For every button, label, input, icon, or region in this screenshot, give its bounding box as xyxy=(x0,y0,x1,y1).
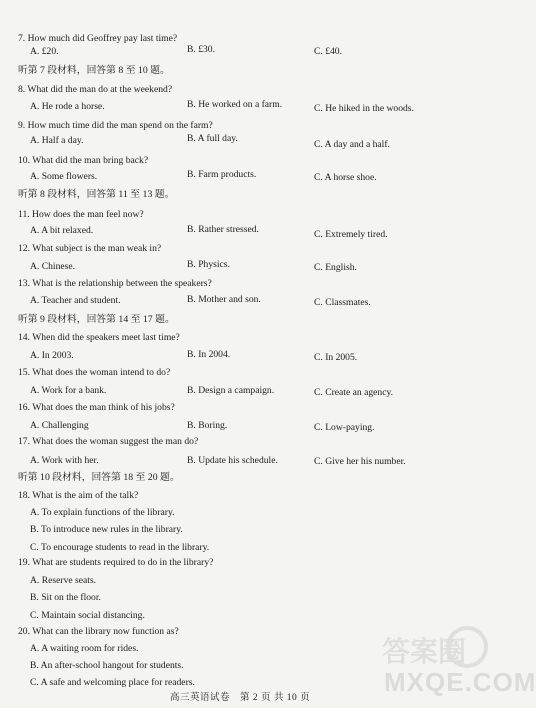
question-20-option-b: B. An after-school hangout for students. xyxy=(30,660,184,671)
question-19-option-a: A. Reserve seats. xyxy=(30,575,97,586)
question-11-option-a: A. A bit relaxed. xyxy=(30,225,94,236)
question-8-option-b: B. He worked on a farm. xyxy=(187,99,283,110)
question-9-option-b: B. A full day. xyxy=(187,133,238,144)
question-15-option-b: B. Design a campaign. xyxy=(187,385,275,396)
question-9-option-c: C. A day and a half. xyxy=(314,139,390,150)
watermark xyxy=(378,622,536,704)
watermark-en-text: MXQE.COM xyxy=(384,667,536,697)
question-15-stem: 15. What does the woman intend to do? xyxy=(18,367,171,378)
question-15-option-a: A. Work for a bank. xyxy=(30,385,107,396)
question-10-option-c: C. A horse shoe. xyxy=(314,172,377,183)
section-heading-9: 听第 9 段材料，回答第 14 至 17 题。 xyxy=(18,314,175,325)
question-12-option-c: C. English. xyxy=(314,262,357,273)
question-18-option-c: C. To encourage students to read in the library. xyxy=(30,542,210,553)
question-20-option-a: A. A waiting room for rides. xyxy=(30,643,139,654)
question-16-option-a: A. Challenging xyxy=(30,420,89,431)
watermark-circle-icon xyxy=(446,626,488,668)
question-20-option-c: C. A safe and welcoming place for readers. xyxy=(30,677,195,688)
question-20-stem: 20. What can the library now function as? xyxy=(18,626,179,637)
question-17-option-c: C. Give her his number. xyxy=(314,456,406,467)
question-7-option-b: B. £30. xyxy=(187,44,215,55)
question-10-option-a: A. Some flowers. xyxy=(30,171,98,182)
question-16-stem: 16. What does the man think of his jobs? xyxy=(18,402,175,413)
question-13-option-a: A. Teacher and student. xyxy=(30,295,121,306)
question-19-option-b: B. Sit on the floor. xyxy=(30,592,101,603)
question-15-option-c: C. Create an agency. xyxy=(314,387,394,398)
question-8-option-c: C. He hiked in the woods. xyxy=(314,103,414,114)
watermark-cn-text: 答案圈 xyxy=(382,637,467,668)
question-13-stem: 13. What is the relationship between the speakers? xyxy=(18,278,212,289)
question-8-option-a: A. He rode a horse. xyxy=(30,101,105,112)
question-11-stem: 11. How does the man feel now? xyxy=(18,209,144,220)
question-9-stem: 9. How much time did the man spend on the farm? xyxy=(18,120,213,131)
question-19-option-c: C. Maintain social distancing. xyxy=(30,610,145,621)
question-7-stem: 7. How much did Geoffrey pay last time? xyxy=(18,33,178,44)
question-9-option-a: A. Half a day. xyxy=(30,135,84,146)
question-18-option-b: B. To introduce new rules in the library. xyxy=(30,524,183,535)
page-footer: 高三英语试卷 第 2 页 共 10 页 xyxy=(170,693,311,703)
section-heading-10: 听第 10 段材料，回答第 18 至 20 题。 xyxy=(18,472,180,483)
question-17-stem: 17. What does the woman suggest the man do? xyxy=(18,436,199,447)
question-19-stem: 19. What are students required to do in the library? xyxy=(18,557,214,568)
question-10-option-b: B. Farm products. xyxy=(187,169,257,180)
question-13-option-b: B. Mother and son. xyxy=(187,294,261,305)
question-12-stem: 12. What subject is the man weak in? xyxy=(18,243,162,254)
question-17-option-b: B. Update his schedule. xyxy=(187,455,278,466)
question-18-option-a: A. To explain functions of the library. xyxy=(30,507,175,518)
question-11-option-b: B. Rather stressed. xyxy=(187,224,259,235)
question-12-option-a: A. Chinese. xyxy=(30,261,76,272)
question-7-option-a: A. £20. xyxy=(30,46,59,57)
section-heading-7: 听第 7 段材料，回答第 8 至 10 题。 xyxy=(18,65,170,76)
question-7-option-c: C. £40. xyxy=(314,46,342,57)
question-13-option-c: C. Classmates. xyxy=(314,297,371,308)
question-14-option-c: C. In 2005. xyxy=(314,352,358,363)
question-11-option-c: C. Extremely tired. xyxy=(314,229,388,240)
question-17-option-a: A. Work with her. xyxy=(30,455,99,466)
question-10-stem: 10. What did the man bring back? xyxy=(18,155,149,166)
question-18-stem: 18. What is the aim of the talk? xyxy=(18,490,139,501)
question-16-option-b: B. Boring. xyxy=(187,420,228,431)
question-12-option-b: B. Physics. xyxy=(187,259,230,270)
question-8-stem: 8. What did the man do at the weekend? xyxy=(18,84,173,95)
question-14-option-b: B. In 2004. xyxy=(187,349,231,360)
question-14-stem: 14. When did the speakers meet last time? xyxy=(18,332,180,343)
section-heading-8: 听第 8 段材料，回答第 11 至 13 题。 xyxy=(18,189,175,200)
question-14-option-a: A. In 2003. xyxy=(30,350,74,361)
question-16-option-c: C. Low-paying. xyxy=(314,422,375,433)
